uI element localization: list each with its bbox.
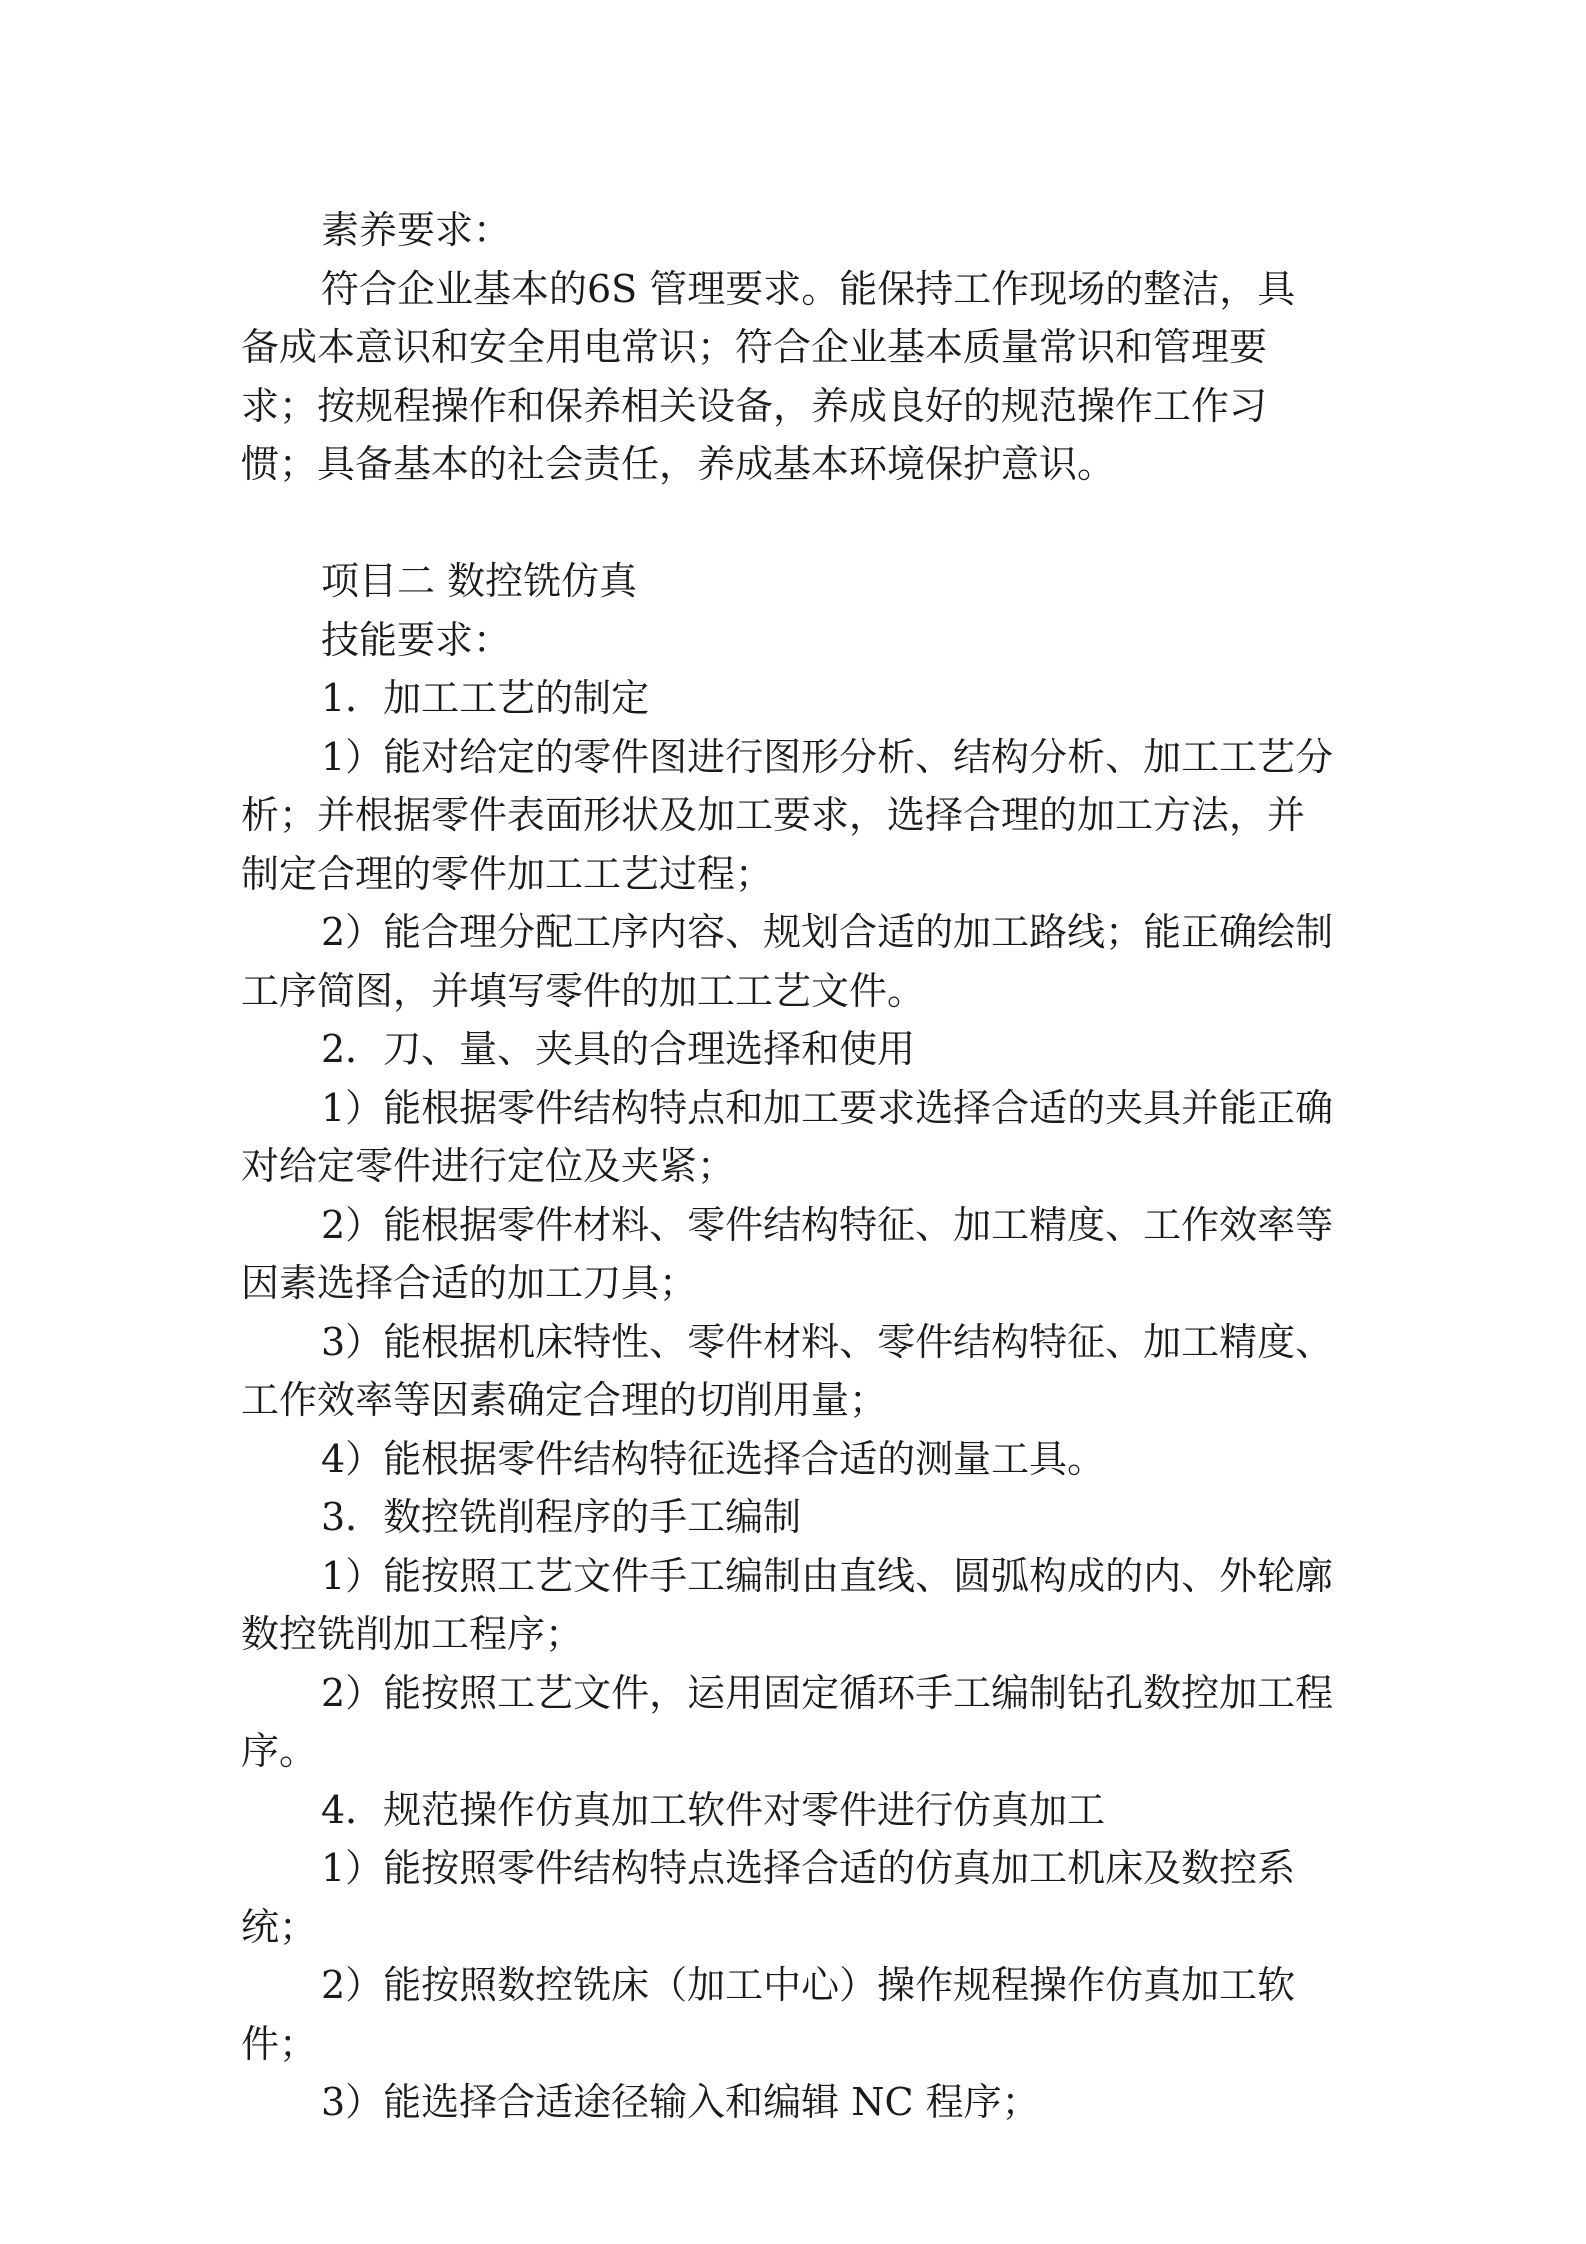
text-line: 项目二 数控铣仿真 (321, 559, 638, 603)
text-line: 工作效率等因素确定合理的切削用量； (241, 1378, 888, 1422)
text-line: 制定合理的零件加工工艺过程； (241, 851, 774, 896)
text-line: 1）能对给定的零件图进行图形分析、结构分析、加工工艺分 (321, 734, 1334, 779)
document-body (241, 201, 1351, 2132)
text-line: 1）能按照工艺文件手工编制由直线、圆弧构成的内、外轮廓 (321, 1553, 1334, 1598)
text-line: 2）能合理分配工序内容、规划合适的加工路线；能正确绘制 (321, 910, 1334, 954)
text-line: 4）能根据零件结构特征选择合适的测量工具。 (321, 1436, 1106, 1481)
text-line: 2）能按照数控铣床（加工中心）操作规程操作仿真加工软 (321, 1963, 1296, 2007)
text-line: 2）能根据零件材料、零件结构特征、加工精度、工作效率等 (321, 1202, 1334, 1247)
text-line: 2．刀、量、夹具的合理选择和使用 (321, 1027, 916, 1071)
text-line: 因素选择合适的加工刀具； (241, 1261, 698, 1305)
text-line: 惯；具备基本的社会责任，养成基本环境保护意识。 (241, 442, 1116, 486)
text-line: 3）能选择合适途径输入和编辑 NC 程序； (321, 2080, 1040, 2124)
text-line: 工序简图，并填写零件的加工工艺文件。 (241, 968, 926, 1013)
text-line: 1．加工工艺的制定 (321, 676, 650, 720)
text-line: 素养要求： (321, 208, 512, 252)
text-line: 数控铣削加工程序； (241, 1612, 584, 1656)
text-line: 技能要求： (321, 617, 512, 662)
text-line: 3．数控铣削程序的手工编制 (321, 1495, 802, 1539)
text-line: 1）能根据零件结构特点和加工要求选择合适的夹具并能正确 (321, 1085, 1334, 1130)
text-line: 求；按规程操作和保养相关设备，养成良好的规范操作工作习 (241, 383, 1268, 428)
text-line: 件； (241, 2021, 318, 2066)
text-line: 备成本意识和安全用电常识；符合企业基本质量常识和管理要 (241, 325, 1268, 369)
text-line: 3）能根据机床特性、零件材料、零件结构特征、加工精度、 (321, 1319, 1334, 1364)
text-line: 1）能按照零件结构特点选择合适的仿真加工机床及数控系 (321, 1846, 1296, 1890)
text-line: 2）能按照工艺文件，运用固定循环手工编制钻孔数控加工程 (321, 1670, 1334, 1715)
text-line: 序。 (241, 1729, 318, 1773)
text-line: 统； (241, 1904, 318, 1949)
blank-line (241, 494, 1351, 553)
text-line: 对给定零件进行定位及夹紧； (241, 1144, 736, 1188)
text-line: 4．规范操作仿真加工软件对零件进行仿真加工 (321, 1787, 1106, 1832)
text-line: 符合企业基本的6S 管理要求。能保持工作现场的整洁，具 (321, 266, 1296, 311)
text-line: 析；并根据零件表面形状及加工要求，选择合理的加工方法，并 (241, 793, 1306, 837)
